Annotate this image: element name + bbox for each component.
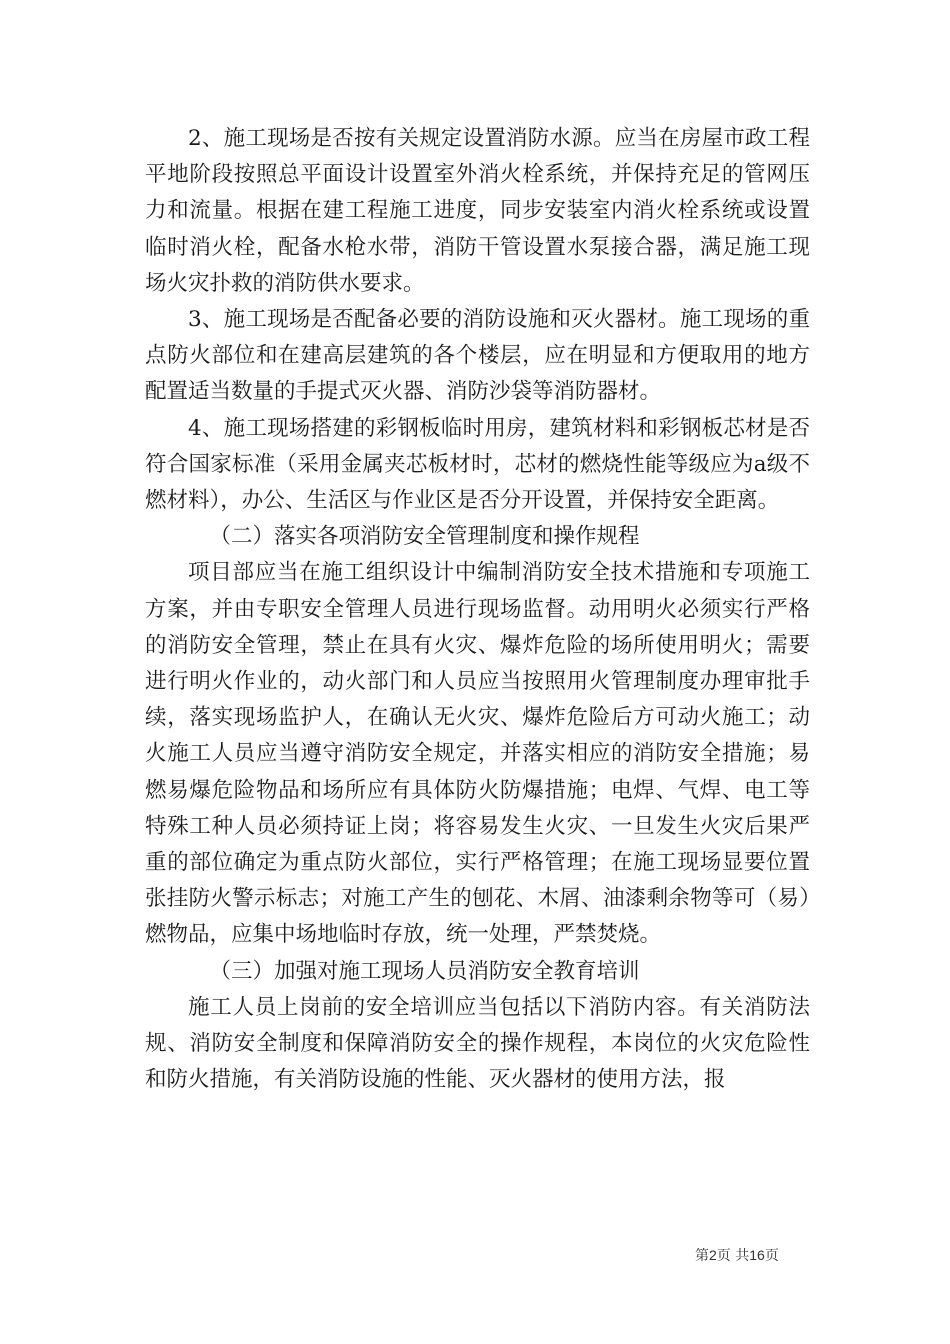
page-body	[145, 121, 810, 1098]
paragraph-management-rules: 项目部应当在施工组织设计中编制消防安全技术措施和专项施工方案，并由专职安全管理人员进行现场监督。动用明火必须实行严格的消防安全管理，禁止在具有火灾、爆炸危险的场所使用明火；需要进行明火作业的，动火部门和人员应当按照用火管理制度办理审批手续，落实现场监护人，在确认无火灾、爆炸危险后方可动火施工；动火施工人员应当遵守消防安全规定，并落实相应的消防安全措施；易燃易爆危险物品和场所应有具体防火防爆措施；电焊、气焊、电工等特殊工种人员必须持证上岗；将容易发生火灾、一旦发生火灾后果严重的部位确定为重点防火部位，实行严格管理；在施工现场显要位置张挂防火警示标志；对施工产生的刨花、木屑、油漆剩余物等可（易）燃物品，应集中场地临时存放，统一处理，严禁焚烧。	[145, 560, 810, 948]
footer-total-pages: 16	[749, 1247, 765, 1263]
section-heading-training: （三）加强对施工现场人员消防安全教育培训	[209, 958, 640, 984]
page-footer	[695, 1246, 815, 1265]
paragraph-training: 施工人员上岗前的安全培训应当包括以下消防内容。有关消防法规、消防安全制度和保障消防安全的操作规程，本岗位的火灾危险性和防火措施，有关消防设施的性能、灭火器材的使用方法，报	[145, 994, 810, 1093]
paragraph-temporary-housing: 4、施工现场搭建的彩钢板临时用房，建筑材料和彩钢板芯材是否符合国家标准（采用金属夹芯板材时，芯材的燃烧性能等级应为a级不燃材料），办公、生活区与作业区是否分开设置，并保持安全距离。	[145, 415, 810, 514]
footer-current-page: 2	[709, 1247, 717, 1263]
footer-suffix: 页	[764, 1248, 779, 1264]
footer-middle: 页 共	[716, 1248, 750, 1264]
paragraph-fire-water-source: 2、施工现场是否按有关规定设置消防水源。应当在房屋市政工程平地阶段按照总平面设计设置室外消火栓系统，并保持充足的管网压力和流量。根据在建工程施工进度，同步安装室内消火栓系统或设置临时消火栓，配备水枪水带，消防干管设置水泵接合器，满足施工现场火灾扑救的消防供水要求。	[145, 126, 810, 296]
section-heading-management: （二）落实各项消防安全管理制度和操作规程	[209, 524, 640, 550]
footer-prefix: 第	[695, 1248, 709, 1264]
paragraph-fire-equipment: 3、施工现场是否配备必要的消防设施和灭火器材。施工现场的重点防火部位和在建高层建筑的各个楼层，应在明显和方便取用的地方配置适当数量的手提式灭火器、消防沙袋等消防器材。	[145, 307, 810, 405]
